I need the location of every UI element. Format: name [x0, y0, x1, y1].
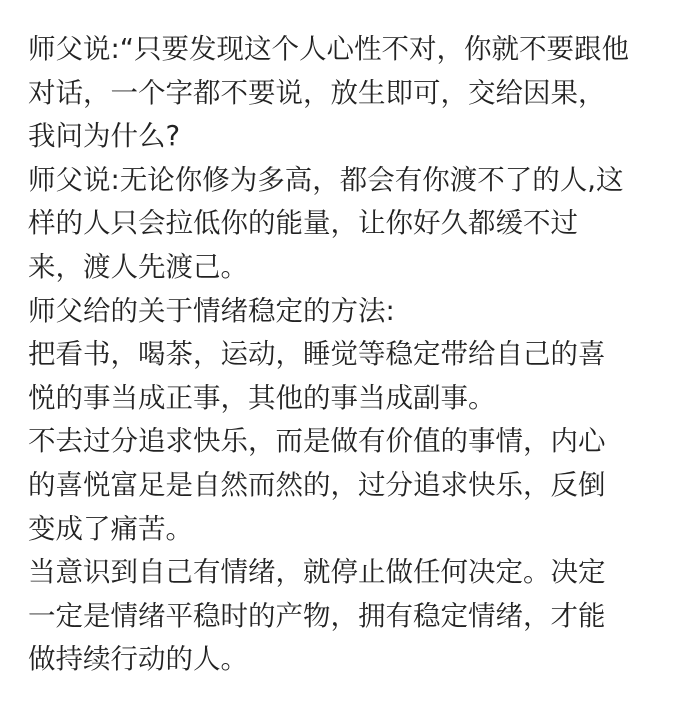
text-line: 师父给的关于情绪稳定的方法: [28, 294, 395, 327]
text-line: 师父说:“只要发现这个人心性不对，你就不要跟他 [28, 33, 630, 65]
text-line: 样的人只会拉低你的能量，让你好久都缓不过 [28, 207, 578, 240]
text-line: 的喜悦富足是自然而然的，过分追求快乐，反倒 [28, 468, 606, 501]
text-line: 不去过分追求快乐，而是做有价值的事情，内心 [28, 425, 606, 458]
text-line: 变成了痛苦。 [28, 512, 193, 545]
text-line: 来，渡人先渡己。 [28, 250, 248, 283]
text-line: 师父说:无论你修为多高，都会有你渡不了的人,这 [28, 163, 624, 196]
text-line: 当意识到自己有情绪，就停止做任何决定。决定 [28, 556, 606, 589]
text-line: 一定是情绪平稳时的产物，拥有稳定情绪，才能 [28, 599, 606, 632]
text-document [28, 28, 668, 682]
text-line: 我问为什么? [28, 120, 181, 153]
text-line: 悦的事当成正事，其他的事当成副事。 [28, 381, 496, 414]
text-line: 对话，一个字都不要说，放生即可，交给因果， [28, 76, 606, 109]
text-line: 做持续行动的人。 [28, 643, 248, 676]
text-line: 把看书，喝茶，运动，睡觉等稳定带给自己的喜 [28, 338, 606, 371]
